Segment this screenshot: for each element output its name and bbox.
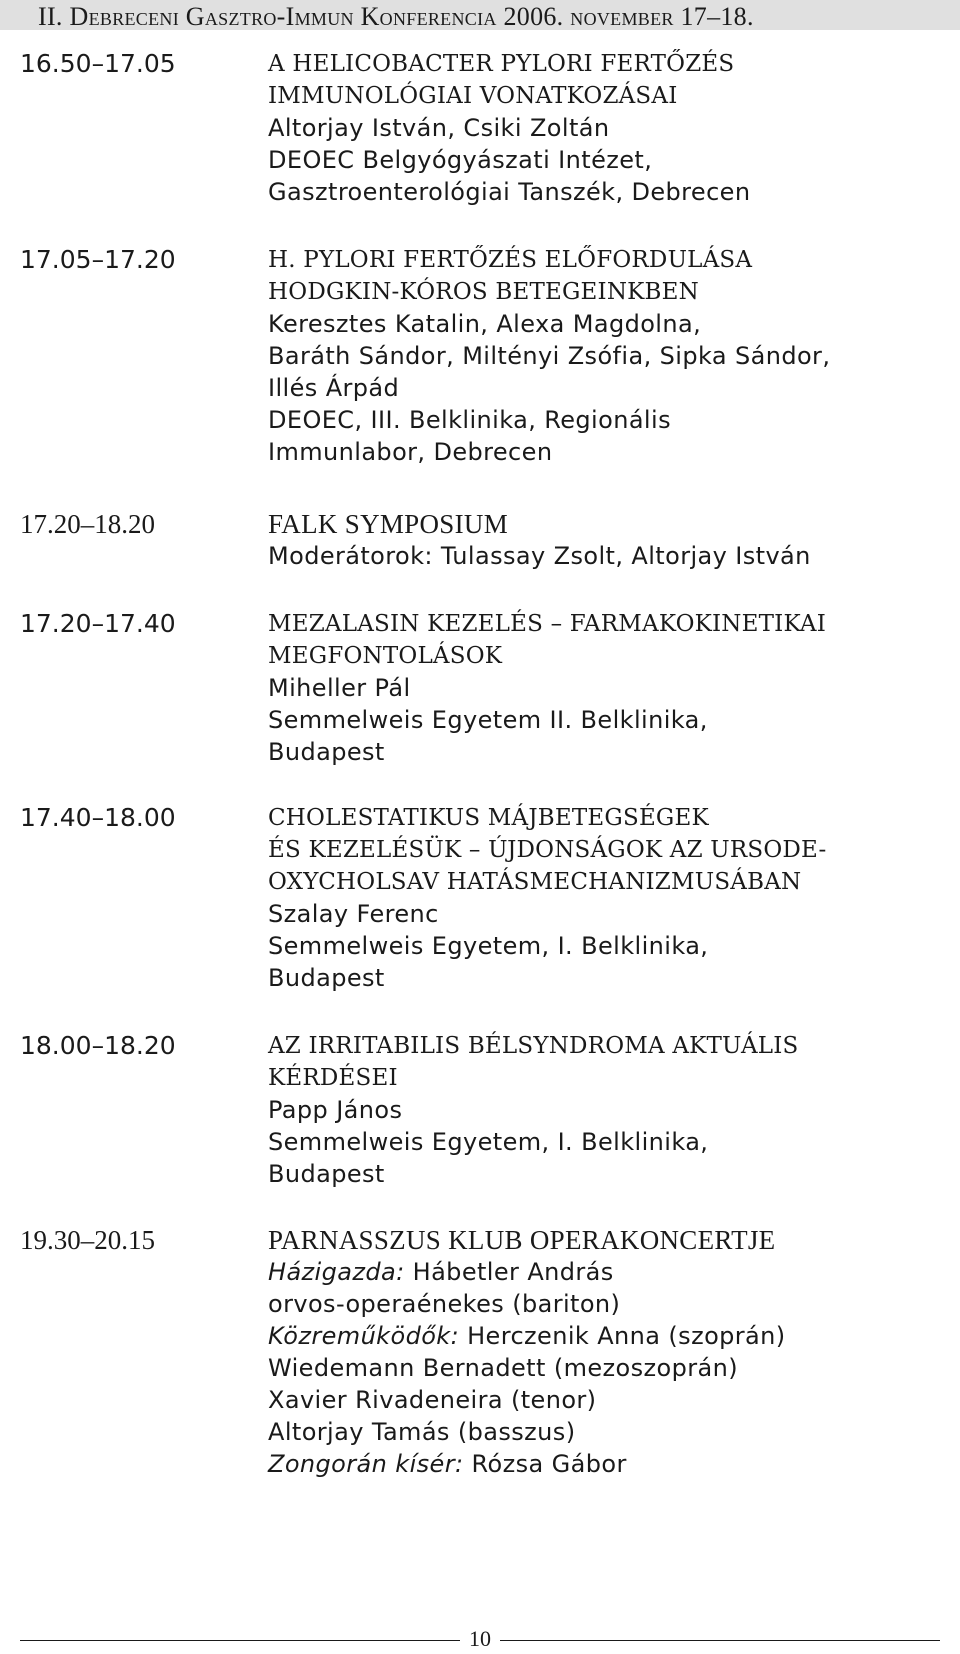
session-affiliation: DEOEC, III. Belklinika, Regionális [268,406,671,434]
host-role: orvos-operaénekes (bariton) [268,1290,621,1318]
page-number: 10 [461,1626,499,1651]
session-time: 17.40–18.00 [20,803,176,832]
session-content [268,508,948,572]
performer: Altorjay Tamás (basszus) [268,1418,576,1446]
concert-host [268,1256,948,1288]
session-authors: Baráth Sándor, Miltényi Zsófia, Sipka Sándor, [268,342,831,370]
session-authors: Altorjay István, Csiki Zoltán [268,114,610,142]
session-affiliation: Gasztroenterológiai Tanszék, Debrecen [268,178,751,206]
session-content [268,1224,948,1480]
host-name: Hábetler András [412,1258,614,1286]
page-number-block [0,1624,960,1654]
session-time: 18.00–18.20 [20,1031,176,1060]
session-title: ÉS KEZELÉSÜK – ÚJDONSÁGOK AZ URSODE- [268,837,827,863]
session-title: A HELICOBACTER PYLORI FERTŐZÉS [268,51,735,77]
session-title: H. PYLORI FERTŐZÉS ELŐFORDULÁSA [268,247,753,273]
session-affiliation: Immunlabor, Debrecen [268,438,553,466]
session-affiliation: Semmelweis Egyetem, I. Belklinika, [268,932,709,960]
session-title: HODGKIN-KÓROS BETEGEINKBEN [268,279,699,305]
host-label: Házigazda: [268,1258,405,1286]
performer: Herczenik Anna (szoprán) [467,1322,786,1350]
session-title: MEZALASIN KEZELÉS – FARMAKOKINETIKAI [268,611,826,637]
performer: Wiedemann Bernadett (mezoszoprán) [268,1354,738,1382]
session-title: MEGFONTOLÁSOK [268,643,503,669]
session-time: 17.20–17.40 [20,609,176,638]
session-time: 17.05–17.20 [20,245,176,274]
session-content [268,48,948,208]
session-affiliation: Budapest [268,1160,385,1188]
concert-title: PARNASSZUS KLUB OPERAKONCERTJE [268,1225,776,1255]
concert-accompanist [268,1448,948,1480]
session-content [268,244,948,468]
session-title: AZ IRRITABILIS BÉLSYNDROMA AKTUÁLIS [268,1033,799,1059]
session-authors: Keresztes Katalin, Alexa Magdolna, [268,310,702,338]
session-title: CHOLESTATIKUS MÁJBETEGSÉGEK [268,805,709,831]
session-title: KÉRDÉSEI [268,1065,398,1091]
session-affiliation: DEOEC Belgyógyászati Intézet, [268,146,653,174]
accompanist-label: Zongorán kísér: [268,1450,464,1478]
session-affiliation: Semmelweis Egyetem, I. Belklinika, [268,1128,709,1156]
session-time: 17.20–18.20 [20,509,155,539]
page-header [0,0,960,30]
session-title: IMMUNOLÓGIAI VONATKOZÁSAI [268,83,678,109]
concert-performers [268,1320,948,1352]
session-authors: Miheller Pál [268,674,411,702]
symposium-title: FALK SYMPOSIUM [268,509,509,539]
session-affiliation: Budapest [268,738,385,766]
session-authors: Szalay Ferenc [268,900,439,928]
session-authors: Papp János [268,1096,403,1124]
performers-label: Közreműködők: [268,1322,460,1350]
session-authors: Illés Árpád [268,374,400,402]
symposium-moderators: Moderátorok: Tulassay Zsolt, Altorjay István [268,542,811,570]
accompanist-name: Rózsa Gábor [471,1450,627,1478]
session-content [268,608,948,768]
session-time: 16.50–17.05 [20,49,176,78]
conference-title: II. Debreceni Gasztro-Immun Konferencia 2006. november 17–18. [38,2,754,31]
session-affiliation: Budapest [268,964,385,992]
performer: Xavier Rivadeneira (tenor) [268,1386,597,1414]
session-title: OXYCHOLSAV HATÁSMECHANIZMUSÁBAN [268,869,802,895]
session-affiliation: Semmelweis Egyetem II. Belklinika, [268,706,708,734]
session-time: 19.30–20.15 [20,1225,155,1255]
session-content [268,802,948,994]
session-content [268,1030,948,1190]
